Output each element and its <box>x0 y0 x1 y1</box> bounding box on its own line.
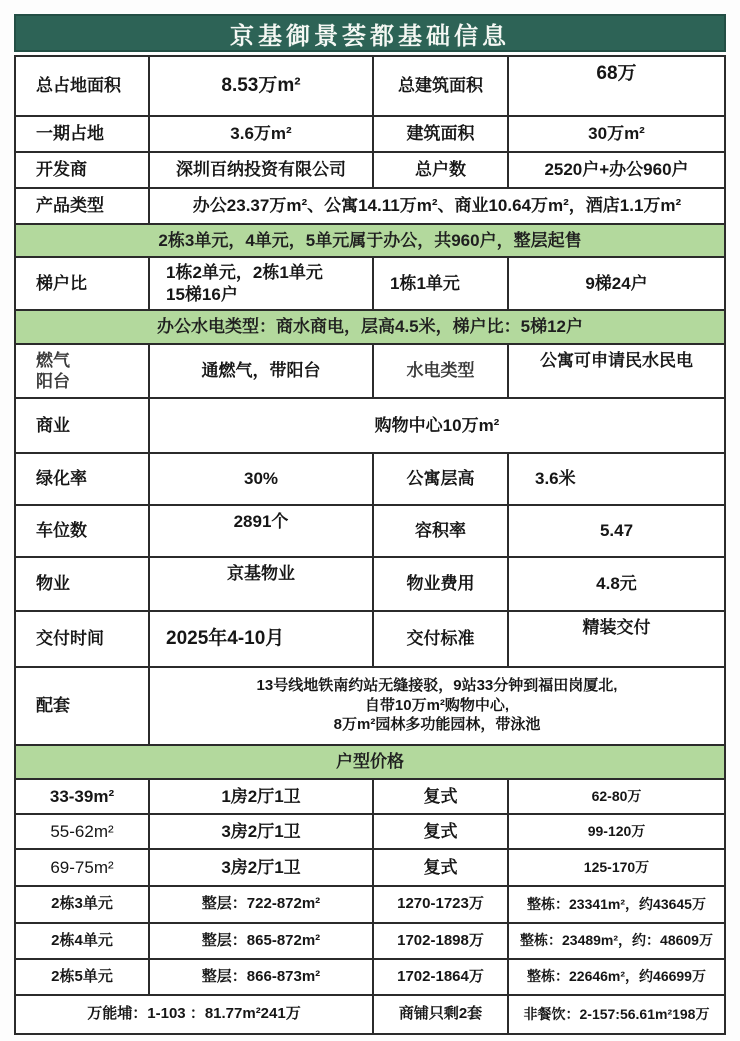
unit-price: 125-170万 <box>507 850 724 885</box>
building-area-label: 建筑面积 <box>372 117 507 151</box>
row-elevator-ratio <box>16 256 724 309</box>
parking-count-value: 2891个 <box>148 506 372 556</box>
total-households-value: 2520户+办公960户 <box>507 153 724 187</box>
info-table <box>14 55 726 1035</box>
office-building-price: 整栋：23489m²，约：48609万 <box>507 924 724 958</box>
developer-value: 深圳百纳投资有限公司 <box>148 153 372 187</box>
elevator-ratio-units-line2: 15梯16户 <box>166 284 238 304</box>
elevator-ratio-building: 1栋1单元 <box>372 258 507 309</box>
row-amenities <box>16 666 724 744</box>
office-floor-range: 整层：865-872m² <box>148 924 372 958</box>
parking-count-label: 车位数 <box>36 521 87 541</box>
unit-price: 99-120万 <box>507 815 724 848</box>
total-land-area-value: 8.53万m² <box>148 57 372 115</box>
row-property <box>16 556 724 610</box>
price-row-6 <box>16 958 724 994</box>
shop-remaining-note: 商铺只剩2套 <box>372 996 507 1033</box>
office-floor-range: 整层：866-873m² <box>148 960 372 994</box>
office-utility-text: 办公水电类型：商水商电，层高4.5米，梯户比：5梯12户 <box>157 317 583 337</box>
row-gas-balcony <box>16 343 724 397</box>
property-fee-label: 物业费用 <box>372 558 507 610</box>
office-unit: 2栋3单元 <box>51 895 113 913</box>
office-price-range: 1702-1864万 <box>372 960 507 994</box>
row-developer <box>16 151 724 187</box>
unit-layout: 3房2厅1卫 <box>148 850 372 885</box>
apartment-floor-height-value: 3.6米 <box>507 454 724 504</box>
amenities-line3: 8万m²园林多功能园林，带泳池 <box>333 716 541 734</box>
total-land-area-label: 总占地面积 <box>36 76 121 96</box>
row-product-type <box>16 187 724 223</box>
developer-label: 开发商 <box>36 160 87 180</box>
office-building-price: 整栋：22646m²，约46699万 <box>507 960 724 994</box>
delivery-standard-label: 交付标准 <box>372 612 507 666</box>
unit-layout: 3房2厅1卫 <box>148 815 372 848</box>
utility-type-value: 公寓可申请民水民电 <box>507 345 724 397</box>
price-row-7 <box>16 994 724 1033</box>
commercial-label: 商业 <box>36 415 70 435</box>
total-building-area-value: 68万 <box>507 57 724 115</box>
delivery-standard-value: 精装交付 <box>507 612 724 666</box>
greening-rate-label: 绿化率 <box>36 469 87 489</box>
gas-label-line2: 阳台 <box>36 372 70 391</box>
office-note-text: 2栋3单元，4单元，5单元属于办公，共960户，整层起售 <box>158 230 582 250</box>
price-row-2 <box>16 813 724 848</box>
unit-area: 55-62m² <box>50 821 114 841</box>
property-mgmt-value: 京基物业 <box>148 558 372 610</box>
row-delivery <box>16 610 724 666</box>
plot-ratio-label: 容积率 <box>372 506 507 556</box>
office-price-range: 1270-1723万 <box>372 887 507 922</box>
apartment-floor-height-label: 公寓层高 <box>372 454 507 504</box>
phase1-land-value: 3.6万m² <box>148 117 372 151</box>
office-price-range: 1702-1898万 <box>372 924 507 958</box>
elevator-ratio-label: 梯户比 <box>36 273 87 293</box>
page-title: 京基御景荟都基础信息 <box>14 14 726 52</box>
product-type-value: 办公23.37万m²、公寓14.11万m²、商业10.64万m²，酒店1.1万m² <box>148 189 724 223</box>
elevator-ratio-value: 9梯24户 <box>507 258 724 309</box>
row-commercial <box>16 397 724 452</box>
elevator-ratio-units-line1: 1栋2单元，2栋1单元 <box>166 263 323 283</box>
property-fee-value: 4.8元 <box>507 558 724 610</box>
row-greening <box>16 452 724 504</box>
building-area-value: 30万m² <box>507 117 724 151</box>
price-row-1 <box>16 778 724 813</box>
elevator-ratio-units <box>148 258 372 309</box>
unit-area: 69-75m² <box>50 857 114 877</box>
price-row-3 <box>16 848 724 885</box>
price-title-band <box>16 744 724 778</box>
amenities-label: 配套 <box>36 696 70 716</box>
amenities-line1: 13号线地铁南约站无缝接驳，9站33分钟到福田岗厦北, <box>256 676 618 694</box>
info-sheet <box>14 14 726 1035</box>
gas-balcony-label <box>16 345 148 397</box>
unit-layout: 1房2厅1卫 <box>148 780 372 813</box>
row-phase1 <box>16 115 724 151</box>
office-unit: 2栋4单元 <box>51 931 113 949</box>
price-row-5 <box>16 922 724 958</box>
unit-type: 复式 <box>372 815 507 848</box>
plot-ratio-value: 5.47 <box>507 506 724 556</box>
greening-rate-value: 30% <box>148 454 372 504</box>
office-unit: 2栋5单元 <box>51 967 113 985</box>
gas-label-line1: 燃气 <box>36 350 70 370</box>
product-type-label: 产品类型 <box>36 196 104 216</box>
non-dining-shop-price: 非餐饮：2-157:56.61m²198万 <box>507 996 724 1033</box>
shop-unit-price: 万能埔：1-103 ：81.77m²241万 <box>87 1005 301 1023</box>
office-utility-band <box>16 309 724 343</box>
total-households-label: 总户数 <box>372 153 507 187</box>
gas-balcony-value: 通燃气，带阳台 <box>148 345 372 397</box>
office-building-price: 整栋：23341m²，约43645万 <box>507 887 724 922</box>
unit-area: 33-39m² <box>49 786 115 806</box>
commercial-value: 购物中心10万m² <box>148 399 724 452</box>
row-total-area <box>16 57 724 115</box>
unit-type: 复式 <box>372 850 507 885</box>
amenities-line2: 自带10万m²购物中心, <box>364 696 510 714</box>
total-building-area-label: 总建筑面积 <box>372 57 507 115</box>
price-row-4 <box>16 885 724 922</box>
unit-price: 62-80万 <box>507 780 724 813</box>
unit-type: 复式 <box>372 780 507 813</box>
property-mgmt-label: 物业 <box>36 574 70 594</box>
amenities-value <box>148 668 724 744</box>
price-title-text: 户型价格 <box>336 752 404 772</box>
office-note-band <box>16 223 724 256</box>
utility-type-label: 水电类型 <box>372 345 507 397</box>
delivery-time-value: 2025年4-10月 <box>148 612 372 666</box>
phase1-land-label: 一期占地 <box>36 124 104 144</box>
delivery-time-label: 交付时间 <box>36 629 104 649</box>
row-parking <box>16 504 724 556</box>
office-floor-range: 整层：722-872m² <box>148 887 372 922</box>
